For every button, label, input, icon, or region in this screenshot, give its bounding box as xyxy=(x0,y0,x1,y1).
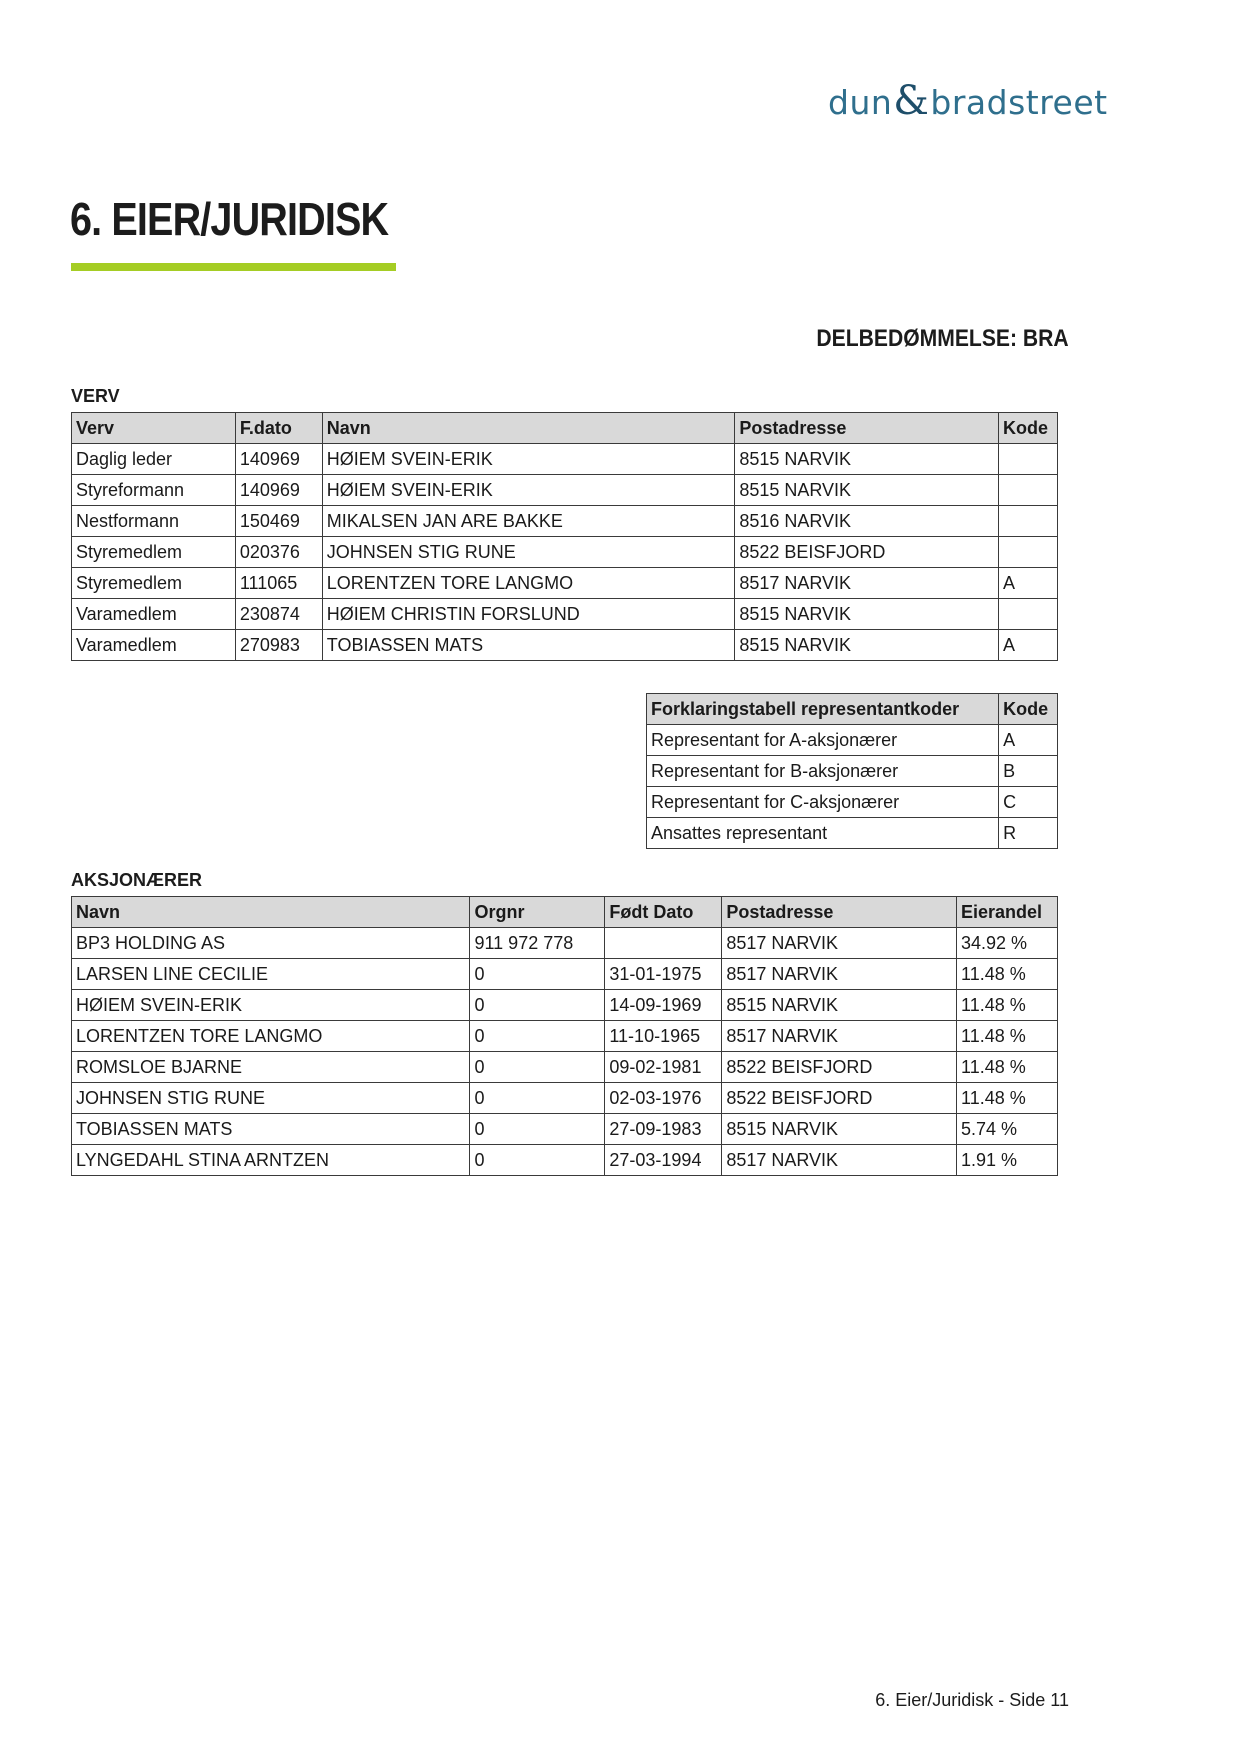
shareholder-cell: LYNGEDAHL STINA ARNTZEN xyxy=(72,1145,470,1176)
verv-table xyxy=(71,412,1058,661)
shareholder-cell: 8517 NARVIK xyxy=(722,959,957,990)
legend-cell: B xyxy=(999,756,1058,787)
shareholder-cell: 11.48 % xyxy=(957,1052,1058,1083)
shareholder-cell: LORENTZEN TORE LANGMO xyxy=(72,1021,470,1052)
shareholder-cell: 14-09-1969 xyxy=(605,990,722,1021)
shareholders-col-eierandel: Eierandel xyxy=(957,897,1058,928)
table-row xyxy=(72,1021,1058,1052)
table-row xyxy=(72,1052,1058,1083)
verv-cell: 230874 xyxy=(235,599,322,630)
verv-cell: 140969 xyxy=(235,444,322,475)
table-row xyxy=(72,1083,1058,1114)
shareholder-cell xyxy=(605,928,722,959)
verv-cell: Styreformann xyxy=(72,475,236,506)
verv-col-kode: Kode xyxy=(998,413,1057,444)
shareholder-cell: 0 xyxy=(470,959,605,990)
shareholder-cell: 0 xyxy=(470,1052,605,1083)
shareholders-table xyxy=(71,896,1058,1176)
table-row xyxy=(72,506,1058,537)
shareholder-cell: 11.48 % xyxy=(957,1021,1058,1052)
shareholder-cell: 8517 NARVIK xyxy=(722,1145,957,1176)
verv-cell: A xyxy=(998,568,1057,599)
legend-cell: Representant for B-aksjonærer xyxy=(647,756,999,787)
verv-col-fdato: F.dato xyxy=(235,413,322,444)
verv-cell xyxy=(998,475,1057,506)
shareholder-cell: 0 xyxy=(470,990,605,1021)
shareholder-cell: 1.91 % xyxy=(957,1145,1058,1176)
verv-cell: Varamedlem xyxy=(72,630,236,661)
verv-cell: LORENTZEN TORE LANGMO xyxy=(322,568,735,599)
shareholders-col-fodt-dato: Født Dato xyxy=(605,897,722,928)
verv-cell: 111065 xyxy=(235,568,322,599)
verv-cell: Styremedlem xyxy=(72,568,236,599)
verv-cell: 8515 NARVIK xyxy=(735,444,999,475)
dnb-logo xyxy=(828,80,1108,124)
shareholder-cell: 27-03-1994 xyxy=(605,1145,722,1176)
shareholder-cell: 34.92 % xyxy=(957,928,1058,959)
shareholder-cell: 911 972 778 xyxy=(470,928,605,959)
page-footer: 6. Eier/Juridisk - Side 11 xyxy=(875,1690,1069,1710)
logo-text-bradstreet: bradstreet xyxy=(930,82,1108,122)
legend-cell: Ansattes representant xyxy=(647,818,999,849)
verv-cell xyxy=(998,537,1057,568)
verv-heading: VERV xyxy=(71,386,120,406)
shareholder-cell: 0 xyxy=(470,1021,605,1052)
shareholder-cell: 8517 NARVIK xyxy=(722,928,957,959)
shareholder-cell: 27-09-1983 xyxy=(605,1114,722,1145)
verv-cell: 8515 NARVIK xyxy=(735,630,999,661)
table-row xyxy=(72,599,1058,630)
shareholder-cell: 8522 BEISFJORD xyxy=(722,1052,957,1083)
table-row xyxy=(647,725,1058,756)
logo-ampersand: & xyxy=(893,78,930,124)
verv-cell: Styremedlem xyxy=(72,537,236,568)
verv-cell: Varamedlem xyxy=(72,599,236,630)
verv-cell: 150469 xyxy=(235,506,322,537)
partial-rating: DELBEDØMMELSE: BRA xyxy=(816,325,1069,352)
logo-text-dun: dun xyxy=(828,82,893,122)
verv-header-row xyxy=(72,413,1058,444)
legend-cell: C xyxy=(999,787,1058,818)
shareholder-cell: 8517 NARVIK xyxy=(722,1021,957,1052)
shareholder-cell: 31-01-1975 xyxy=(605,959,722,990)
verv-cell xyxy=(998,506,1057,537)
verv-cell: 020376 xyxy=(235,537,322,568)
table-row xyxy=(72,1114,1058,1145)
verv-col-navn: Navn xyxy=(322,413,735,444)
verv-col-verv: Verv xyxy=(72,413,236,444)
shareholder-cell: 0 xyxy=(470,1145,605,1176)
shareholder-cell: 11.48 % xyxy=(957,1083,1058,1114)
verv-cell: JOHNSEN STIG RUNE xyxy=(322,537,735,568)
verv-cell: 8517 NARVIK xyxy=(735,568,999,599)
shareholder-cell: 09-02-1981 xyxy=(605,1052,722,1083)
table-row xyxy=(72,959,1058,990)
shareholder-cell: TOBIASSEN MATS xyxy=(72,1114,470,1145)
shareholder-cell: 8515 NARVIK xyxy=(722,990,957,1021)
legend-col-description: Forklaringstabell representantkoder xyxy=(647,694,999,725)
shareholder-cell: 11.48 % xyxy=(957,959,1058,990)
verv-cell: TOBIASSEN MATS xyxy=(322,630,735,661)
table-row xyxy=(647,756,1058,787)
verv-cell: 8516 NARVIK xyxy=(735,506,999,537)
verv-cell: HØIEM CHRISTIN FORSLUND xyxy=(322,599,735,630)
verv-cell: A xyxy=(998,630,1057,661)
verv-cell: MIKALSEN JAN ARE BAKKE xyxy=(322,506,735,537)
shareholder-cell: 8522 BEISFJORD xyxy=(722,1083,957,1114)
shareholder-cell: 11-10-1965 xyxy=(605,1021,722,1052)
shareholders-col-navn: Navn xyxy=(72,897,470,928)
verv-cell: 8515 NARVIK xyxy=(735,475,999,506)
shareholders-header-row xyxy=(72,897,1058,928)
shareholder-cell: HØIEM SVEIN-ERIK xyxy=(72,990,470,1021)
shareholder-cell: 0 xyxy=(470,1114,605,1145)
legend-cell: Representant for A-aksjonærer xyxy=(647,725,999,756)
verv-cell: 140969 xyxy=(235,475,322,506)
verv-cell: Nestformann xyxy=(72,506,236,537)
shareholders-col-orgnr: Orgnr xyxy=(470,897,605,928)
table-row xyxy=(72,630,1058,661)
legend-col-kode: Kode xyxy=(999,694,1058,725)
table-row xyxy=(72,1145,1058,1176)
verv-cell: HØIEM SVEIN-ERIK xyxy=(322,444,735,475)
verv-col-postadresse: Postadresse xyxy=(735,413,999,444)
verv-cell: Daglig leder xyxy=(72,444,236,475)
verv-cell xyxy=(998,444,1057,475)
legend-cell: Representant for C-aksjonærer xyxy=(647,787,999,818)
legend-cell: R xyxy=(999,818,1058,849)
table-row xyxy=(72,990,1058,1021)
verv-cell: 8522 BEISFJORD xyxy=(735,537,999,568)
shareholder-cell: BP3 HOLDING AS xyxy=(72,928,470,959)
shareholder-cell: 8515 NARVIK xyxy=(722,1114,957,1145)
verv-cell: 8515 NARVIK xyxy=(735,599,999,630)
table-row xyxy=(72,568,1058,599)
table-row xyxy=(72,475,1058,506)
shareholder-cell: 02-03-1976 xyxy=(605,1083,722,1114)
table-row xyxy=(72,928,1058,959)
shareholders-heading: AKSJONÆRER xyxy=(71,870,203,890)
shareholder-cell: 0 xyxy=(470,1083,605,1114)
verv-cell: 270983 xyxy=(235,630,322,661)
shareholder-cell: ROMSLOE BJARNE xyxy=(72,1052,470,1083)
verv-cell: HØIEM SVEIN-ERIK xyxy=(322,475,735,506)
table-row xyxy=(647,818,1058,849)
verv-cell xyxy=(998,599,1057,630)
table-row xyxy=(72,444,1058,475)
table-row xyxy=(647,787,1058,818)
legend-cell: A xyxy=(999,725,1058,756)
legend-header-row xyxy=(647,694,1058,725)
shareholder-cell: LARSEN LINE CECILIE xyxy=(72,959,470,990)
section-title: 6. EIER/JURIDISK xyxy=(70,193,389,245)
shareholder-cell: 11.48 % xyxy=(957,990,1058,1021)
table-row xyxy=(72,537,1058,568)
title-underline xyxy=(71,263,396,271)
representative-code-legend-table xyxy=(646,693,1058,849)
shareholder-cell: 5.74 % xyxy=(957,1114,1058,1145)
shareholder-cell: JOHNSEN STIG RUNE xyxy=(72,1083,470,1114)
shareholders-col-postadresse: Postadresse xyxy=(722,897,957,928)
